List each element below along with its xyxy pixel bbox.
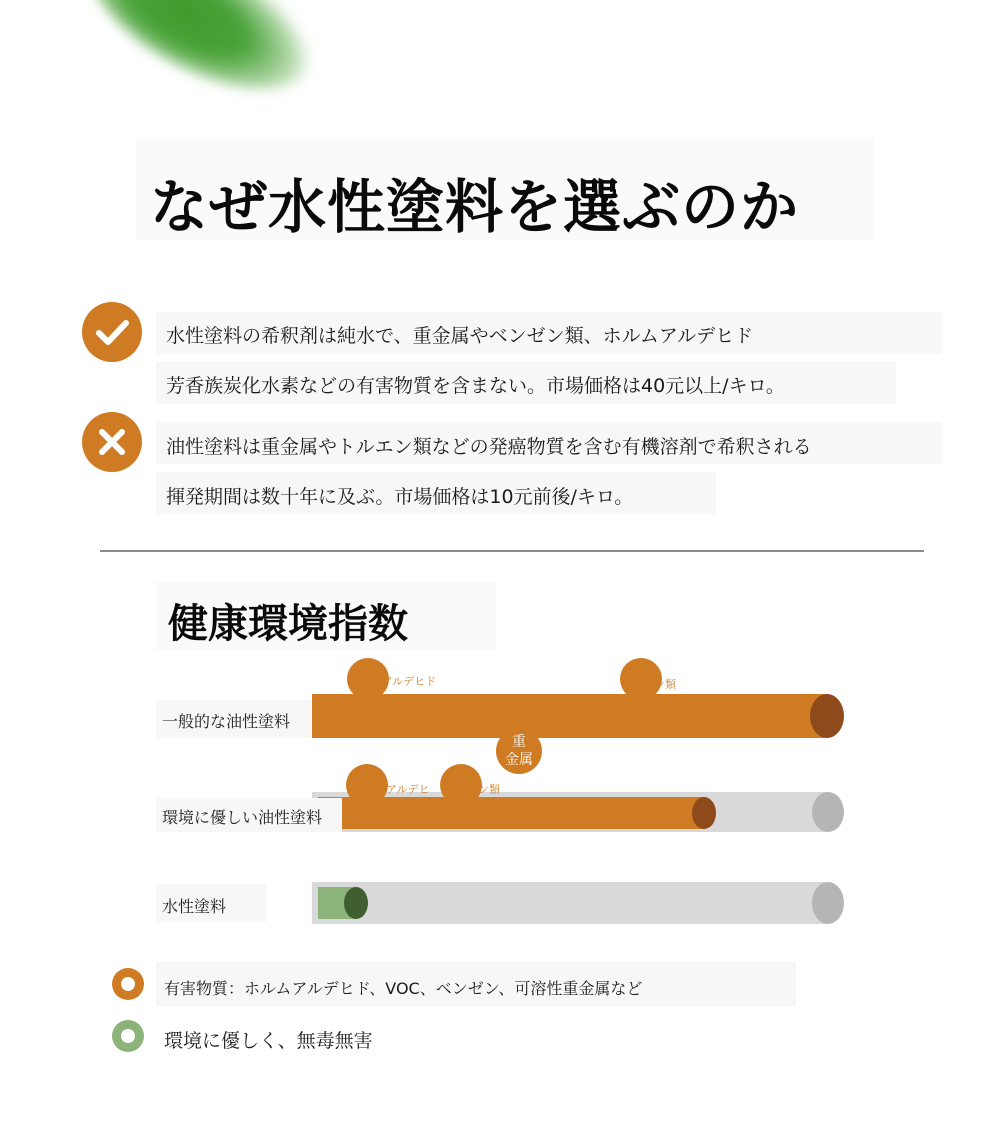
cross-icon — [82, 412, 142, 472]
oil-paint-line2: 揮発期間は数十年に及ぶ。市場価格は10元前後/キロ。 — [166, 486, 634, 508]
check-icon — [82, 302, 142, 362]
bar-cap-eco-oil — [692, 797, 716, 829]
bubble-label-formaldehyde-2: アルデヒ — [386, 783, 430, 796]
bubble-label-formaldehyde-1: ホルムアルデヒド — [349, 675, 437, 688]
section-title: 健康環境指数 — [168, 601, 408, 647]
legend-eco-text: 環境に優しく、無毒無害 — [164, 1030, 373, 1052]
water-paint-line2: 芳香族炭化水素などの有害物質を含まない。市場価格は40元以上/キロ。 — [166, 375, 785, 397]
bubble-formaldehyde-2 — [346, 764, 388, 806]
bar-cap-water — [344, 887, 368, 919]
bar-fill-general-oil — [312, 694, 826, 738]
leaf-decoration — [68, 0, 332, 120]
bubble-label-benzene-1: ン類 — [654, 678, 676, 691]
bar-track-cap-eco-oil — [812, 792, 844, 832]
page-title: なぜ水性塗料を選ぶのか — [150, 173, 800, 241]
bar-label-eco-oil: 環境に優しい油性塗料 — [162, 808, 323, 827]
bar-label-general-oil: 一般的な油性塗料 — [162, 712, 291, 731]
bar-label-water: 水性塗料 — [162, 897, 227, 916]
bubble-benzene-2 — [440, 764, 482, 806]
legend-harmful-text: 有害物質：ホルムアルデヒド、VOC、ベンゼン、可溶性重金属など — [164, 979, 643, 998]
water-paint-line1: 水性塗料の希釈剤は純水で、重金属やベンゼン類、ホルムアルデヒド — [166, 325, 754, 347]
oil-paint-line1: 油性塗料は重金属やトルエン類などの発癌物質を含む有機溶剤で希釈される — [166, 436, 812, 458]
bar-cap-general-oil — [810, 694, 844, 738]
bubble-label-benzene-2: ン類 — [478, 783, 500, 796]
legend-harmful-dot — [112, 968, 144, 1000]
legend-eco-dot — [112, 1020, 144, 1052]
bubble-label-heavy-metal: 重 金属 — [505, 734, 533, 768]
bar-track-cap-water — [812, 882, 844, 924]
section-divider — [100, 550, 924, 552]
bar-track-water — [312, 882, 826, 924]
